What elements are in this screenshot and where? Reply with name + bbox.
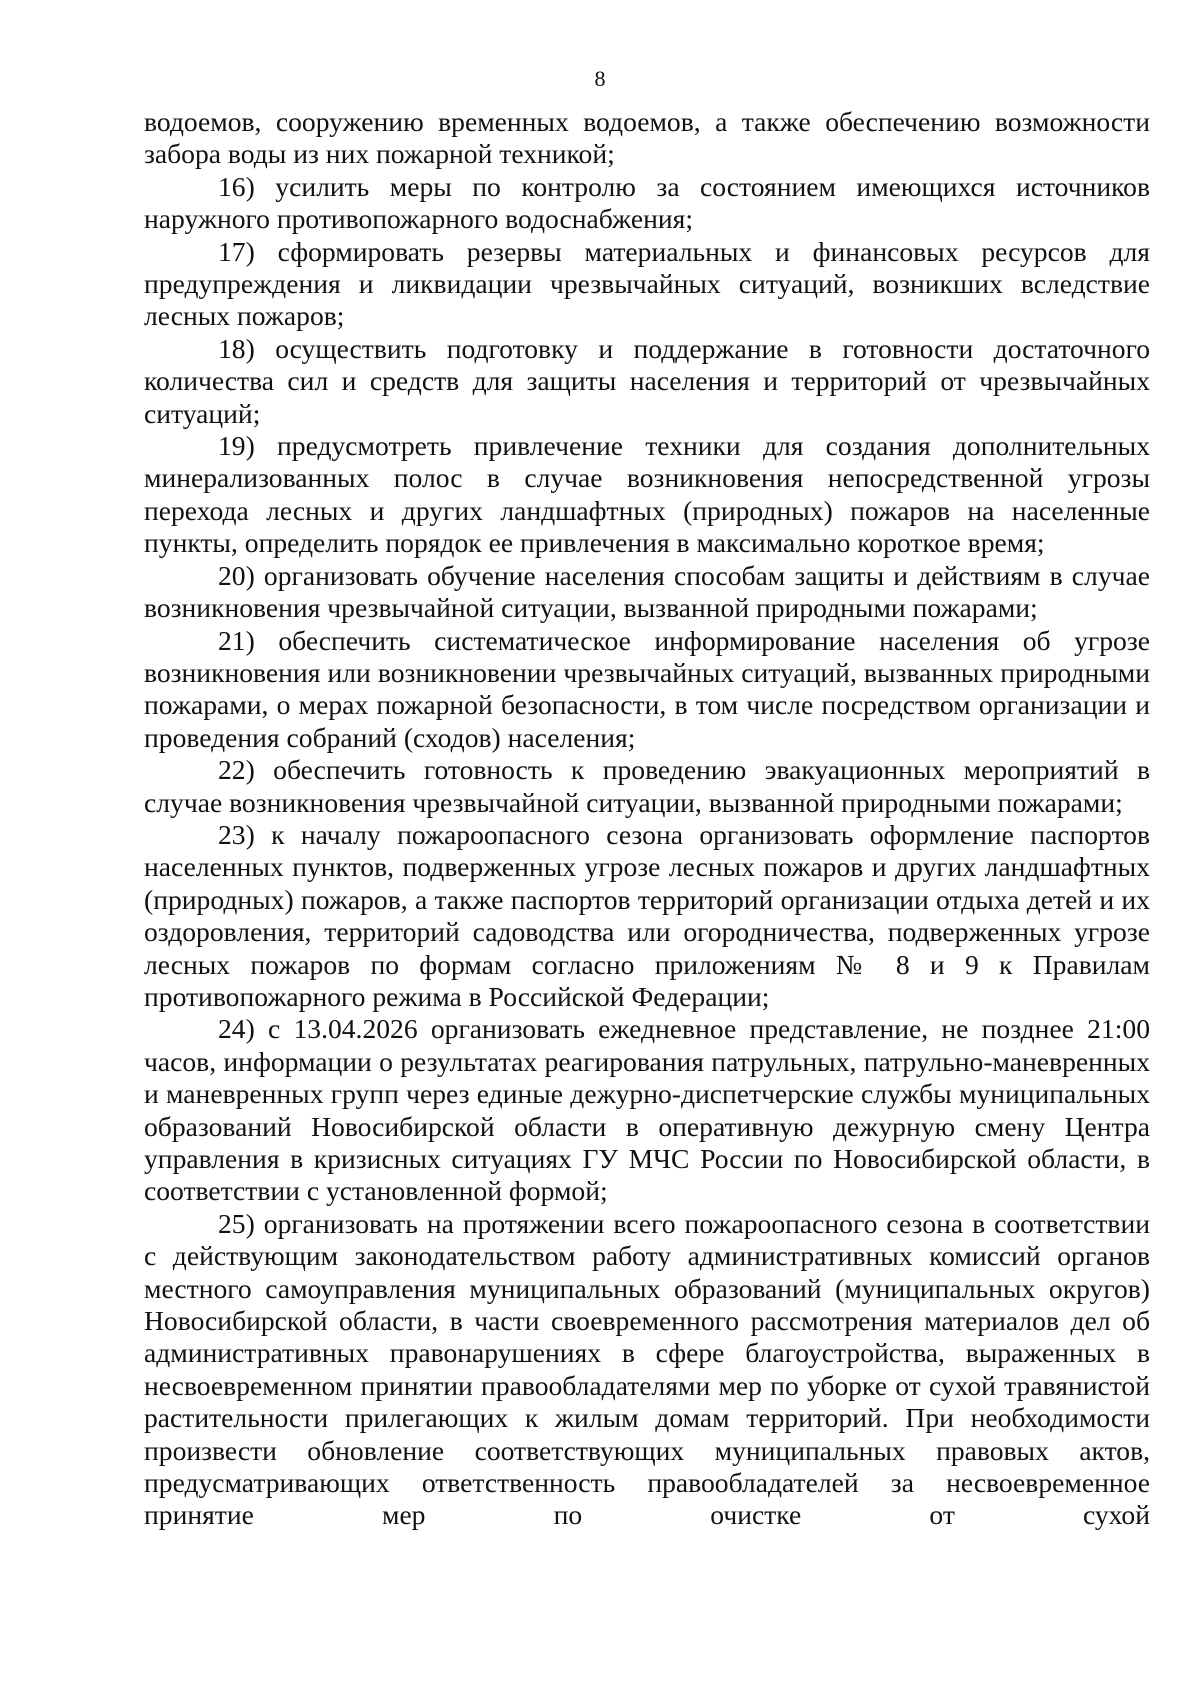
- paragraph-item-25: 25) организовать на протяжении всего пожароопасного сезона в соответствии с действующим законодательством работу административных комиссий органов местного самоуправления муниципальных образований (муниципальных округов) Новосибирской области, в части своевременного рассмотрения материалов дел об административных правонарушениях в сфере благоустройства, выраженных в несвоевременном принятии правообладателями мер по уборке от сухой травянистой растительности прилегающих к жилым домам территорий. При необходимости произвести обновление соответствующих муниципальных правовых актов, предусматривающих ответственность правообладателей за несвоевременное принятие мер по очистке от сухой: [144, 1207, 1150, 1531]
- paragraph-item-23: 23) к началу пожароопасного сезона организовать оформление паспортов населенных пунктов, подверженных угрозе лесных пожаров и других ландшафтных (природных) пожаров, а также паспортов территорий организации отдыха детей и их оздоровления, территорий садоводства или огородничества, подверженных угрозе лесных пожаров по формам согласно приложениям № 8 и 9 к Правилам противопожарного режима в Российской Федерации;: [144, 818, 1150, 1012]
- paragraph-item-19: 19) предусмотреть привлечение техники для создания дополнительных минерализованных полос в случае возникновения непосредственной угрозы перехода лесных и других ландшафтных (природных) пожаров на населенные пункты, определить порядок ее привлечения в максимально короткое время;: [144, 430, 1150, 559]
- paragraph-item-20: 20) организовать обучение населения способам защиты и действиям в случае возникновения чрезвычайной ситуации, вызванной природными пожарами;: [144, 559, 1150, 624]
- page-number: 8: [594, 66, 606, 91]
- paragraph-item-22: 22) обеспечить готовность к проведению эвакуационных мероприятий в случае возникновения чрезвычайной ситуации, вызванной природными пожарами;: [144, 754, 1150, 818]
- document-body: [144, 106, 1150, 1532]
- paragraph-item-17: 17) сформировать резервы материальных и финансовых ресурсов для предупреждения и ликвидации чрезвычайных ситуаций, возникших вследствие лесных пожаров;: [144, 235, 1150, 332]
- paragraph-item-18: 18) осуществить подготовку и поддержание в готовности достаточного количества сил и средств для защиты населения и территорий от чрезвычайных ситуаций;: [144, 332, 1150, 429]
- paragraph-item-21: 21) обеспечить систематическое информирование населения об угрозе возникновения или возникновении чрезвычайных ситуаций, вызванных природными пожарами, о мерах пожарной безопасности, в том числе посредством организации и проведения собраний (сходов) населения;: [144, 624, 1150, 753]
- paragraph-item-24: 24) с 13.04.2026 организовать ежедневное представление, не позднее 21:00 часов, информации о результатах реагирования патрульных, патрульно-маневренных и маневренных групп через единые дежурно-диспетчерские службы муниципальных образований Новосибирской области в оперативную дежурную смену Центра управления в кризисных ситуациях ГУ МЧС России по Новосибирской области, в соответствии с установленной формой;: [144, 1013, 1150, 1207]
- paragraph-item-16: 16) усилить меры по контролю за состоянием имеющихся источников наружного противопожарного водоснабжения;: [144, 170, 1150, 235]
- paragraph-continuation: водоемов, сооружению временных водоемов, а также обеспечению возможности забора воды из них пожарной техникой;: [144, 106, 1150, 170]
